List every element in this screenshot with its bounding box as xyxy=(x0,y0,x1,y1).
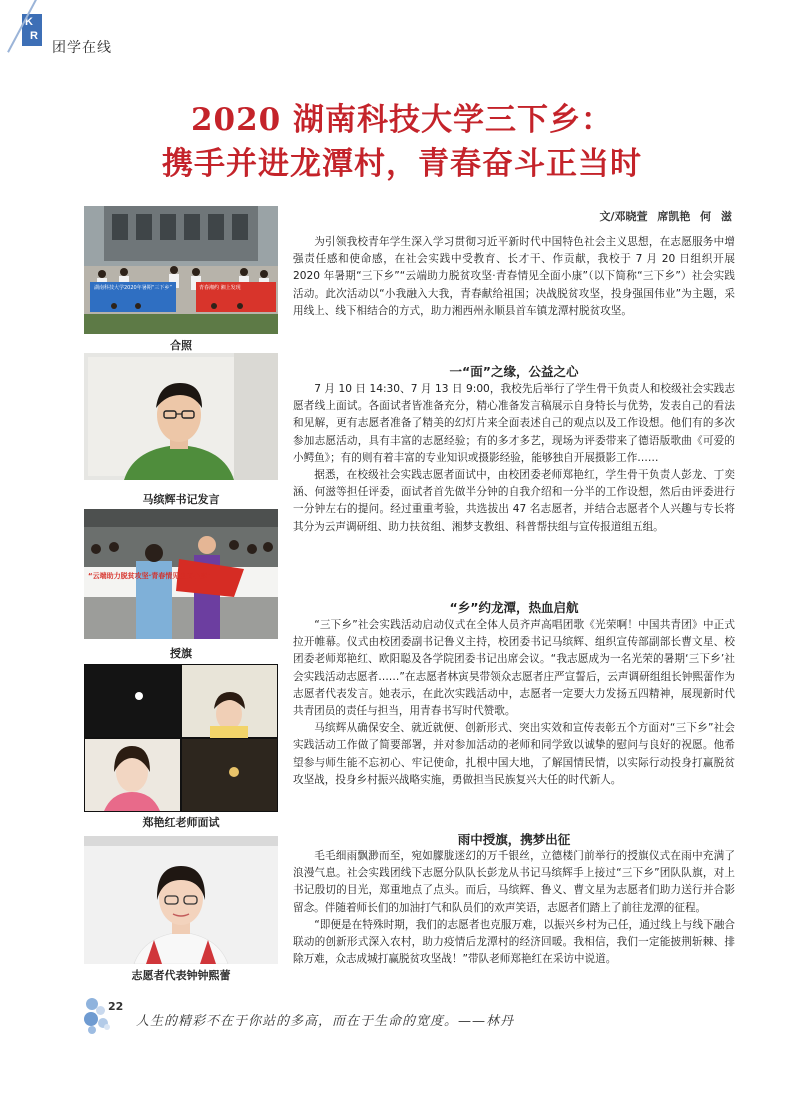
section-1-paragraph-2: 据悉，在校级社会实践志愿者面试中，由校团委老师郑艳红，学生骨干负责人彭龙、丁奕涵、何滋等担任评委，面试者首先做半分钟的自我介绍和一分半的工作设想，然后由评委进行一分钟左右的提问。经过重重考验，共选拔出 47 名志愿者，并结合志愿者个人兴趣与专长将其分为云声调研组、助力扶贫组、湘梦支教组、科普帮扶组与宣传报道组五组。 xyxy=(293,469,735,533)
section-1-body xyxy=(293,381,735,536)
section-3-paragraph-2: “即便是在特殊时期，我们的志愿者也克服万难，以振兴乡村为己任，通过线上与线下融合联动的创新形式深入农村，助力疫情后龙潭村的经济回暖。我相信，我们一定能披荆斩棘、排除万难，众志成城打赢脱贫攻坚战！”带队老师郑艳红在采访中说道。 xyxy=(293,918,735,966)
section-2-body xyxy=(293,617,735,789)
article-title-line1: 2020 湖南科技大学三下乡： xyxy=(190,102,614,138)
section-heading-3: 雨中授旗，携梦出征 xyxy=(457,832,571,847)
section-label: 团学在线 xyxy=(52,40,112,56)
intro-block xyxy=(293,234,735,320)
speech-photo xyxy=(84,353,278,480)
section-heading-1: 一“面”之缘，公益之心 xyxy=(449,364,579,379)
group-banner-left: 湖南科技大学2020年暑期“三下乡” xyxy=(94,285,172,291)
footer-quote: 人生的精彩不在于你站的多高，而在于生命的宽度。——林丹 xyxy=(136,1014,515,1029)
flag-banner-text: “云端助力脱贫攻坚·青春情见全面小康” xyxy=(88,572,212,580)
section-heading-2: “乡”约龙潭，热血启航 xyxy=(449,600,579,615)
interview-photo xyxy=(84,664,278,812)
caption-speech-photo: 马缤辉书记发言 xyxy=(142,493,220,506)
group-photo xyxy=(84,206,278,334)
group-banner-right: 青春湘约 湘上发现 xyxy=(199,285,241,291)
article-author: 文/邓晓萱 席凯艳 何 滋 xyxy=(599,210,732,223)
caption-interview-photo: 郑艳红老师面试 xyxy=(142,816,220,829)
section-1-paragraph-1: 7 月 10 日 14:30、7 月 13 日 9:00，我校先后举行了学生骨干负责人和校级社会实践志愿者线上面试。各面试者皆准备充分，精心准备发言稿展示自身特长与优势，发表自己的看法和见解，更有志愿者准备了精美的幻灯片来全面表述自己的观点以及工作设想。他们有的多次参加志愿活动，具有丰富的志愿经验；有的多才多艺，现场为评委带来了德语版歌曲《可爱的小鳄鱼》；有的则有着丰富的专业知识或摄影经验，能够独自开展摄影工作…… xyxy=(293,383,735,464)
caption-volunteer-rep: 志愿者代表钟钟熙蕾 xyxy=(131,969,231,982)
volunteer-rep-photo xyxy=(84,836,278,964)
page-number: 22 xyxy=(108,1000,124,1013)
logo-letter-k: K xyxy=(25,16,33,28)
logo-letter-r: R xyxy=(30,30,38,42)
section-2-paragraph-2: 马缤辉从确保安全、就近就便、创新形式、突出实效和宣传表彰五个方面对“三下乡”社会实践活动工作做了简要部署，并对参加活动的老师和同学致以诚挚的慰问与良好的祝愿。他希望参与师生能不忘初心、牢记使命，扎根中国大地，了解国情民情，以实际行动投身打赢脱贫攻坚战，投身乡村振兴战略实施，勇做担当民族复兴大任的时代新人。 xyxy=(293,722,735,786)
intro-paragraph: 为引领我校青年学生深入学习贯彻习近平新时代中国特色社会主义思想，在志愿服务中增强责任感和使命感，在社会实践中受教育、长才干、作贡献，我校于 7 月 20 日组织开展 2020 年暑期“三下乡”“云端助力脱贫攻坚·青春情见全面小康”（以下简称“三下乡”）社会实践活动。此次活动以“小我融入大我，青春献给祖国；决战脱贫攻坚，投身强国伟业”为主题，采用线上、线下相结合的方式，助力湘西州永顺县首车镇龙潭村脱贫攻坚。 xyxy=(293,236,735,317)
flag-ceremony-photo xyxy=(84,509,278,639)
article-title-line2: 携手并进龙潭村，青春奋斗正当时 xyxy=(162,146,642,182)
section-2-paragraph-1: “三下乡”社会实践活动启动仪式在全体人员齐声高唱团歌《光荣啊！中国共青团》中正式拉开帷幕。仪式由校团委副书记鲁义主持，校团委书记马缤辉、组织宣传部副部长曹文星、校团委老师郑艳红、欧阳聪及各学院团委书记出席会议。“我志愿成为一名光荣的暑期‘三下乡’社会实践活动志愿者……”在志愿者林寅昊带领众志愿者庄严宣誓后，云声调研组组长钟熙蕾作为志愿者代表发言。她表示，在此次实践活动中，志愿者一定要大力发扬五四精神，展现新时代共青团员的责任与担当，用青春书写时代赞歌。 xyxy=(293,619,735,718)
section-3-paragraph-1: 毛毛细雨飘渺而至，宛如朦胧迷幻的万千银丝，立德楼门前举行的授旗仪式在雨中充满了浪漫气息。社会实践团线下志愿分队队长彭龙从书记马缤辉手上接过“三下乡”团队队旗，对上书记殷切的目光，郑重地点了点头。而后，马缤辉、鲁义、曹文星为志愿者们助力送行并合影留念。伴随着师长们的加油打气和队员们的欢声笑语，志愿者们踏上了前往龙潭的征程。 xyxy=(293,850,735,914)
caption-group-photo: 合照 xyxy=(170,339,192,352)
caption-flag-photo: 授旗 xyxy=(170,647,192,660)
section-3-body xyxy=(293,848,735,968)
